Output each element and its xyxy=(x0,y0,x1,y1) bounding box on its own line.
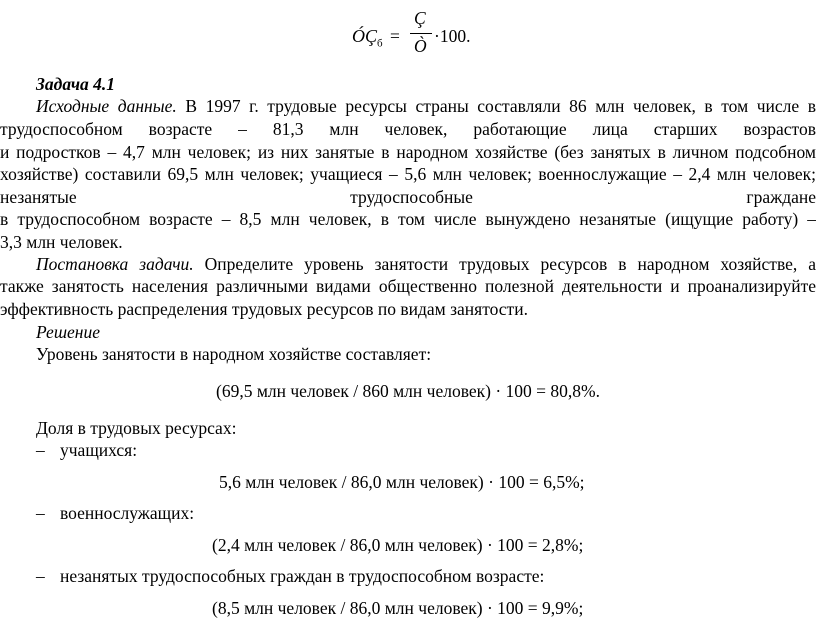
calc-military: (2,4 млн человек / 86,0 млн человек) · 100 = 2,8%; xyxy=(212,535,584,555)
problem-line-2: также занятость населения различными видами общественно полезной деятельности и проанализируйте xyxy=(0,276,816,296)
input-line-6: в трудоспособном возрасте – 8,5 млн человек, в том числе вынуждено незанятые (ищущие работу) – xyxy=(0,209,816,229)
input-line-2: трудоспособном возрасте – 81,3 млн человек, работающие лица старших возрастов xyxy=(0,119,816,139)
list-item-students: учащихся: xyxy=(60,440,138,460)
formula-multiplier: ·100. xyxy=(434,26,471,46)
task-title: Задача 4.1 xyxy=(36,74,116,94)
calc-students: 5,6 млн человек / 86,0 млн человек) · 100 = 6,5%; xyxy=(219,472,585,492)
formula-lhs: $ÓÇ_б$ xyxy=(352,26,383,50)
problem-line-3: эффективность распределения трудовых ресурсов по видам занятости. xyxy=(0,299,528,319)
problem-line-1: Постановка задачи. Определите уровень занятости трудовых ресурсов в народном хозяйстве, а xyxy=(36,254,816,274)
employment-calculation: (69,5 млн человек / 860 млн человек) · 100 = 80,8%. xyxy=(216,381,600,401)
fraction-bar xyxy=(410,33,432,34)
list-dash: – xyxy=(36,440,45,460)
solution-label: Решение xyxy=(36,322,101,342)
formula-equals: = xyxy=(390,26,400,46)
list-dash: – xyxy=(36,566,45,586)
input-line-4: хозяйстве) составили 69,5 млн человек; учащиеся – 5,6 млн человек; военнослужащие – 2,4 млн человек; xyxy=(0,164,816,184)
input-line-3: и подростков – 4,7 млн человек; из них занятые в народном хозяйстве (без занятых в личном подсобном xyxy=(0,142,816,162)
calc-unemployed: (8,5 млн человек / 86,0 млн человек) · 100 = 9,9%; xyxy=(212,598,584,618)
input-line-1: Исходные данные. В 1997 г. трудовые ресурсы страны составляли 86 млн человек, в том числе в xyxy=(36,96,816,116)
input-line-5: незанятые трудоспособные граждане xyxy=(0,187,816,207)
employment-intro: Уровень занятости в народном хозяйстве составляет: xyxy=(36,344,432,364)
input-line-7: 3,3 млн человек. xyxy=(0,232,123,252)
formula-numerator: Ç xyxy=(414,8,426,28)
list-item-military: военнослужащих: xyxy=(60,503,195,523)
formula xyxy=(352,8,482,66)
list-item-unemployed: незанятых трудоспособных граждан в трудоспособном возрасте: xyxy=(60,566,545,586)
share-intro: Доля в трудовых ресурсах: xyxy=(36,418,237,438)
list-dash: – xyxy=(36,503,45,523)
formula-denominator: Ò xyxy=(414,36,427,56)
